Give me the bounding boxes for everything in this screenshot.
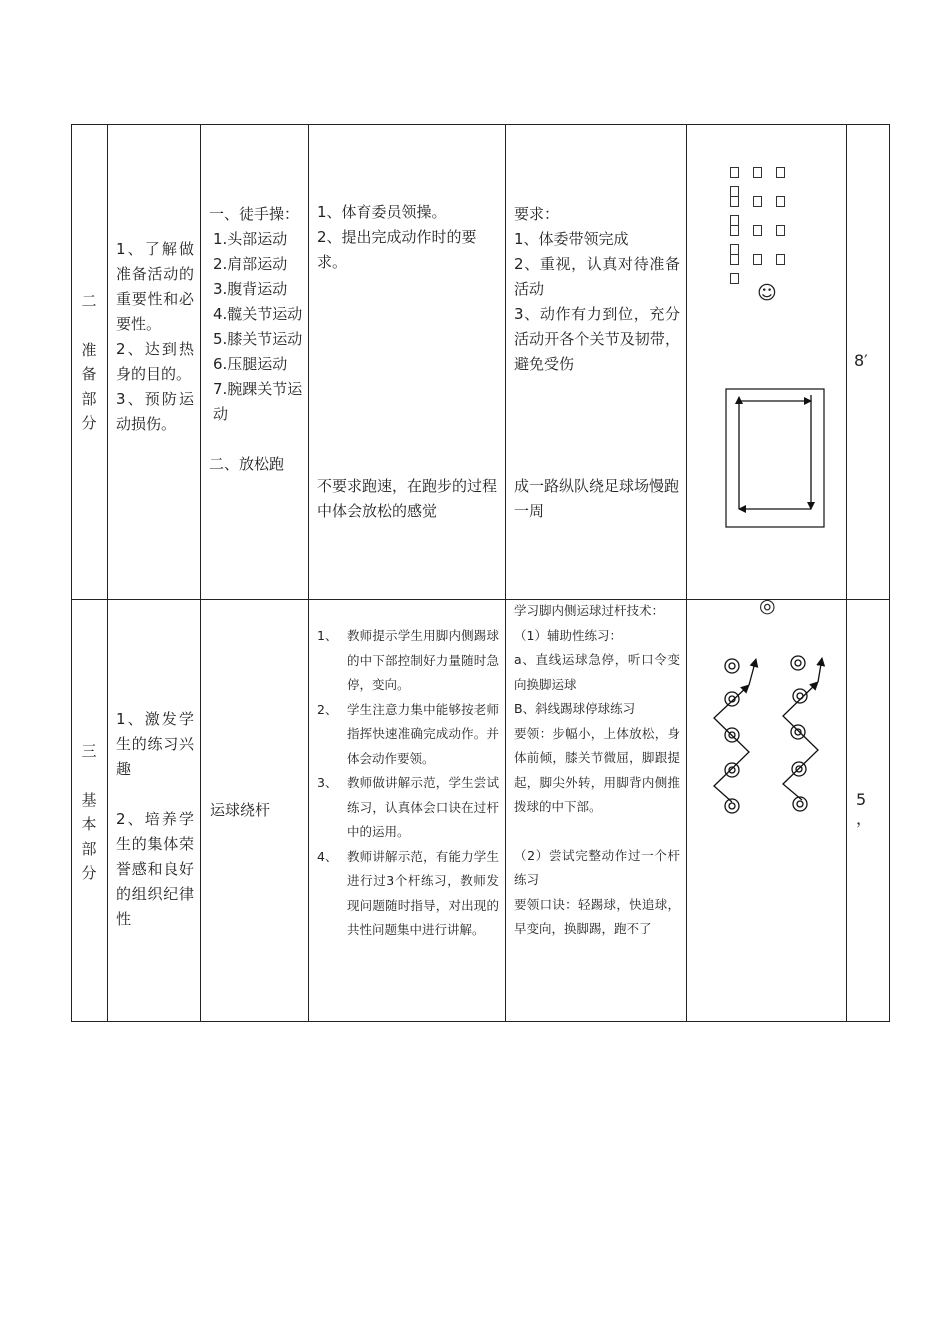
step-number: 4、 (317, 848, 338, 864)
step-text: 教师讲解示范，有能力学生进行过3个杆练习，教师发现问题随时指导，对出现的共性问题集中进行讲解。 (347, 848, 499, 937)
student-marker-icon (753, 254, 762, 265)
cone-icon (725, 659, 739, 673)
cone-center (729, 663, 735, 669)
goals-main (116, 707, 194, 932)
student-line: 1、体委带领完成 (514, 230, 629, 248)
content-item: 7.腕踝关节运动 (213, 380, 303, 423)
step-number: 1、 (317, 628, 338, 643)
time-main (856, 787, 872, 826)
student-note-warmup: 成一路纵队绕足球场慢跑一周 (514, 477, 680, 520)
student-line: 要领口诀：轻踢球，快追球，早变向，换脚踢，跑不了 (514, 896, 680, 936)
step-number: 3、 (317, 775, 338, 790)
teacher-smiley-icon: ☺ (757, 282, 777, 304)
title-char: 本 (81, 815, 97, 833)
goal-item: 2、达到热身的目的。 (116, 340, 194, 383)
cone-icon (791, 656, 805, 670)
student-line: 3、动作有力到位，充分活动开各个关节及韧带，避免受伤 (514, 305, 680, 373)
student-marker-icon (730, 167, 739, 178)
step-text: 学生注意力集中能够按老师指挥快速准确完成动作。并体会动作要领。 (347, 701, 499, 766)
student-marker-icon (730, 254, 739, 265)
cone-icon (725, 799, 739, 813)
cone-icon (725, 692, 739, 706)
zigzag-path (783, 682, 818, 800)
student-line: （1）辅助性练习： (514, 627, 622, 643)
student-activity-warmup (514, 202, 680, 377)
content-item: 2.肩部运动 (213, 255, 288, 273)
step-text: 教师提示学生用脚内侧踢球的中下部控制好力量随时急停，变向。 (347, 628, 499, 692)
content-heading: 一、徒手操： (209, 205, 300, 223)
content-item: 4.髋关节运动 (213, 305, 303, 323)
section-title-main (79, 739, 99, 886)
title-char: 备 (81, 365, 97, 383)
time-warmup: 8′ (854, 351, 868, 370)
teacher-line: 2、提出完成动作时的要求。 (317, 228, 477, 271)
student-intro: 学习脚内侧运球过杆技术： (514, 603, 665, 618)
col-divider (846, 125, 847, 1021)
title-char: 部 (81, 389, 97, 408)
goal-item: 2、培养学生的集体荣誉感和良好的组织纪律性 (116, 810, 194, 928)
student-line: 要求： (514, 205, 560, 223)
teacher-position-icon: ◎ (759, 595, 776, 617)
goal-item: 3、预防运动损伤。 (116, 390, 194, 433)
student-marker-icon (776, 254, 785, 265)
section-title-warmup (79, 289, 99, 436)
field-border (726, 389, 824, 527)
teacher-note-warmup: 不要求跑速，在跑步的过程中体会放松的感觉 (317, 477, 498, 520)
student-line: 2、重视，认真对待准备活动 (514, 255, 680, 298)
student-line: （2）尝试完整动作过一个杆练习 (514, 847, 680, 887)
student-marker-icon (776, 225, 785, 236)
title-char: 部 (81, 839, 97, 858)
student-marker-icon (753, 167, 762, 178)
teacher-activity-warmup (317, 200, 499, 275)
student-marker-icon (730, 196, 739, 207)
path-arrow (818, 658, 822, 682)
content-item: 1.头部运动 (213, 230, 288, 248)
student-marker-icon (776, 167, 785, 178)
title-char: 基 (81, 790, 97, 809)
goal-item: 1、了解做准备活动的重要性和必要性。 (116, 240, 194, 333)
cone-center (795, 660, 801, 666)
col-divider (505, 125, 506, 1021)
teacher-step (317, 624, 499, 698)
student-line: 要领：步幅小，上体放松，身体前倾，膝关节微屈，脚跟提起，脚尖外转，用脚背内侧推拨球的中下部。 (514, 725, 680, 814)
title-char: 分 (81, 864, 97, 882)
step-text: 教师做讲解示范，学生尝试练习，认真体会口诀在过杆中的运用。 (347, 775, 499, 839)
student-line: a、直线运球急停，听口令变向换脚运球 (514, 652, 680, 692)
teacher-step (317, 771, 499, 845)
title-char: 二 (81, 292, 97, 310)
title-char: 准 (81, 340, 97, 359)
content-item: 3.腹背运动 (213, 280, 288, 298)
col-divider (200, 125, 201, 1021)
title-char: 分 (81, 414, 97, 432)
cone-icon (793, 689, 807, 703)
formation-grid (730, 163, 820, 279)
student-marker-icon (753, 225, 762, 236)
content-item: 5.膝关节运动 (213, 330, 303, 348)
student-marker-icon (753, 196, 762, 207)
cone-icon (725, 763, 739, 777)
content-main: 运球绕杆 (210, 801, 271, 819)
content-item: 6.压腿运动 (213, 355, 288, 373)
path-arrow (749, 659, 756, 685)
student-line: B、斜线踢球停球练习 (514, 701, 636, 716)
student-marker-icon (730, 225, 739, 236)
content-footer: 二、放松跑 (209, 455, 285, 473)
teacher-step (317, 845, 499, 943)
title-char: 三 (81, 742, 97, 760)
goal-item: 1、激发学生的练习兴趣 (116, 710, 194, 778)
student-marker-icon (776, 196, 785, 207)
step-number: 2、 (317, 701, 338, 717)
col-divider (107, 125, 108, 1021)
time-mark: ， (856, 809, 873, 828)
cone-icon (791, 725, 805, 739)
jogging-route-diagram (725, 387, 827, 529)
content-warmup (209, 202, 303, 477)
teacher-line: 1、体育委员领操。 (317, 203, 447, 221)
lesson-plan-table (71, 124, 890, 1022)
cone-center (729, 803, 735, 809)
goals-warmup (116, 237, 194, 437)
teacher-step (317, 698, 499, 772)
student-marker-icon (730, 273, 739, 284)
col-divider (308, 125, 309, 1021)
cone-center (797, 801, 803, 807)
col-divider (686, 125, 687, 1021)
student-activity-main (514, 599, 680, 942)
dribbling-drill-diagram (706, 652, 826, 822)
teacher-activity-main (317, 624, 499, 943)
time-value: 5 (856, 790, 867, 809)
